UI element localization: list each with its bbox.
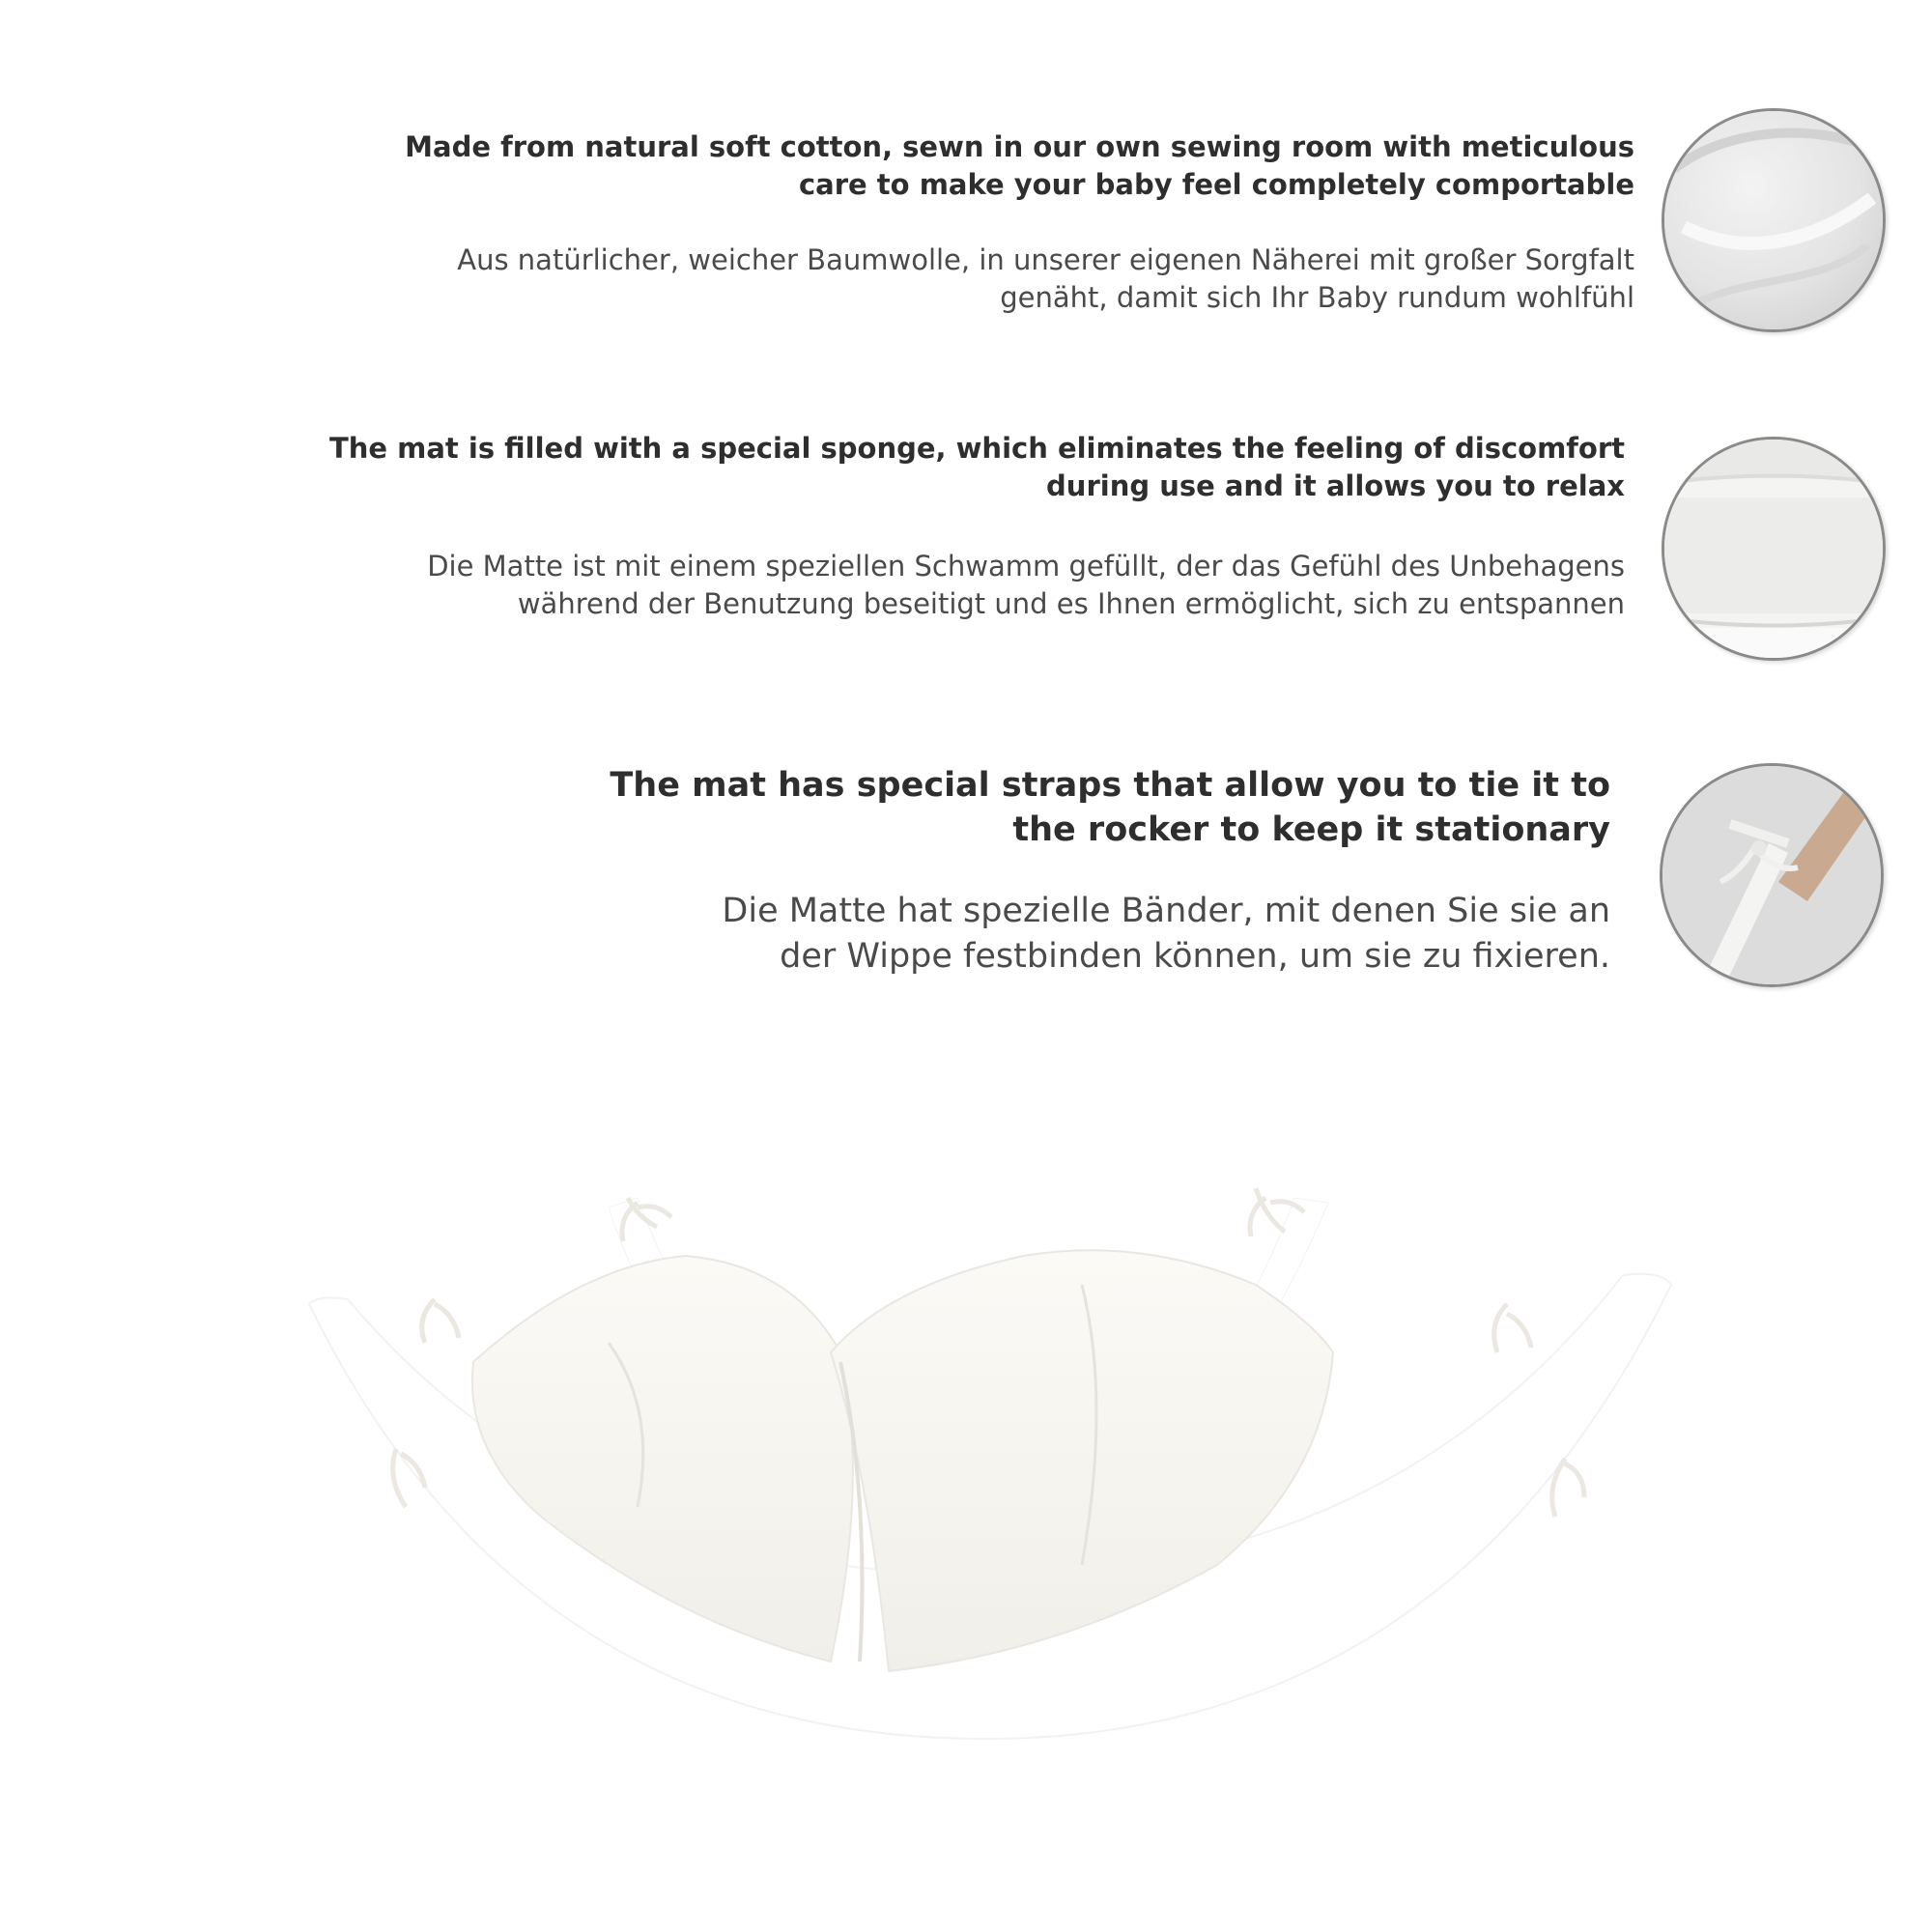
feature-text-de bbox=[329, 548, 1625, 623]
feature-sponge bbox=[329, 430, 1625, 623]
heading-line: the rocker to keep it stationary bbox=[1012, 810, 1610, 849]
text-line: Die Matte hat spezielle Bänder, mit denen Sie sie an bbox=[722, 892, 1610, 930]
cushion-edge-image bbox=[1664, 440, 1883, 658]
heading-line: The mat has special straps that allow you to tie it to bbox=[610, 766, 1610, 805]
text-line: der Wippe festbinden können, um sie zu fixieren. bbox=[780, 937, 1610, 976]
text-line: Aus natürlicher, weicher Baumwolle, in unserer eigenen Näherei mit großer Sorgfalt bbox=[457, 243, 1634, 276]
cotton-fabric-image bbox=[1664, 111, 1883, 329]
feature-heading-en bbox=[405, 128, 1634, 204]
heading-line: Made from natural soft cotton, sewn in our own sewing room with meticulous bbox=[405, 130, 1634, 163]
heading-line: The mat is filled with a special sponge, which eliminates the feeling of discomfort bbox=[328, 432, 1625, 465]
text-line: genäht, damit sich Ihr Baby rundum wohlfühl bbox=[1000, 281, 1634, 314]
heading-line: care to make your baby feel completely comportable bbox=[798, 168, 1634, 201]
feature-text-de bbox=[405, 242, 1634, 317]
heading-line: during use and it allows you to relax bbox=[1046, 469, 1625, 502]
feature-heading-en bbox=[610, 763, 1610, 852]
feature-text-de bbox=[610, 889, 1610, 980]
rocker-illustration bbox=[290, 1159, 1681, 1777]
product-rocker-image bbox=[290, 1159, 1681, 1777]
feature-straps bbox=[610, 763, 1610, 980]
cushion-edge-thumbnail bbox=[1662, 437, 1886, 661]
feature-heading-en bbox=[329, 430, 1625, 505]
text-line: während der Benutzung beseitigt und es Ihnen ermöglicht, sich zu entspannen bbox=[517, 587, 1625, 620]
text-line: Die Matte ist mit einem speziellen Schwamm gefüllt, der das Gefühl des Unbehagens bbox=[427, 550, 1625, 582]
feature-cotton bbox=[405, 128, 1634, 317]
strap-thumbnail bbox=[1660, 763, 1884, 987]
strap-image bbox=[1662, 766, 1881, 984]
cotton-fabric-thumbnail bbox=[1662, 108, 1886, 332]
